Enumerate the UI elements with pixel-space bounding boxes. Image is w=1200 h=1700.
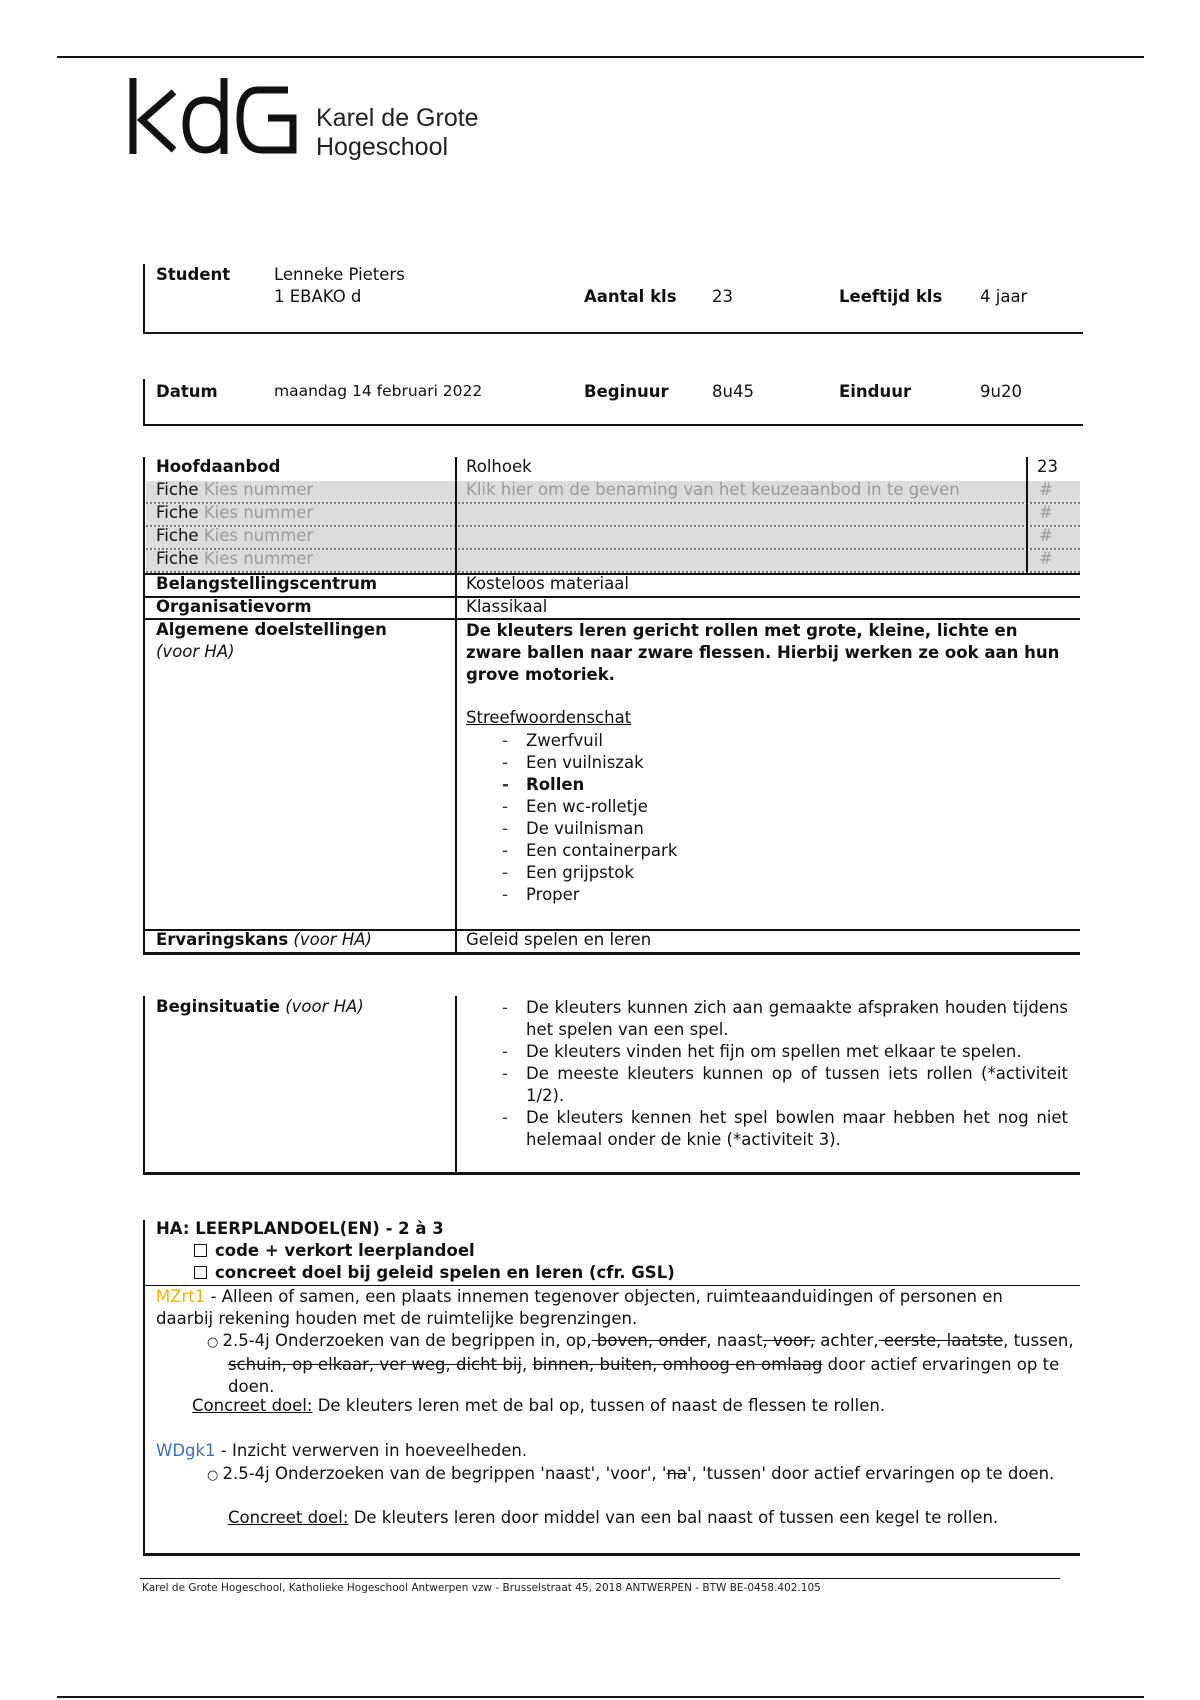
org-value: Klassikaal <box>466 597 548 616</box>
ha-check-1-row <box>194 1241 475 1260</box>
goal-1-sub-part: , <box>521 1355 533 1374</box>
goal-1-sub-prefix: 2.5-4j Onderzoeken van de begrippen in, op, <box>222 1331 592 1350</box>
goal-2-code: WDgk1 <box>156 1441 216 1460</box>
checkbox[interactable] <box>194 1266 207 1279</box>
bottom-rule <box>57 1696 1144 1698</box>
goal-1-sub-part: achter, <box>815 1331 879 1350</box>
goal-2-sub-a: 2.5-4j Onderzoeken van de begrippen 'naast', 'voor', ' <box>222 1464 667 1483</box>
fiche-select[interactable]: Kies nummer <box>203 480 314 499</box>
ha-check-2: concreet doel bij geleid spelen en leren (cfr. GSL) <box>215 1263 675 1282</box>
logo-line-1: Karel de Grote <box>316 104 479 132</box>
ervaring-row <box>156 930 372 949</box>
goal-1 <box>156 1286 1064 1330</box>
fiche-count[interactable]: # <box>1039 526 1053 545</box>
goal-2-sub-b: ', 'tussen' door actief ervaringen op te doen. <box>687 1464 1055 1483</box>
goal-1-sub-part: schuin, op elkaar, ver weg, dicht bij <box>228 1355 522 1374</box>
ha-title: HA: LEERPLANDOEL(EN) - 2 à 3 <box>156 1219 444 1238</box>
aantal-label: Aantal kls <box>584 287 677 306</box>
fiche-select[interactable]: Kies nummer <box>203 549 314 568</box>
kdg-logo <box>128 74 300 160</box>
list-item: - De kleuters vinden het fijn om spellen met elkaar te spelen. <box>502 1041 1068 1063</box>
goal-1-sub: ○ 2.5-4j Onderzoeken van de begrippen in, op, boven, onder, naast, voor, achter, eerste, laatste, tussen, schuin, op elkaar, ver weg, dicht bij, binnen, buiten, omhoog en omlaag door actief ervaringen op te doen. <box>207 1331 1074 1396</box>
goal-2-concreet-text: De kleuters leren door middel van een bal naast of tussen een kegel te rollen. <box>348 1508 999 1527</box>
hoofdaanbod-count: 23 <box>1037 457 1058 476</box>
list-item: - Een vuilniszak <box>502 752 677 774</box>
fiche-select[interactable]: Kies nummer <box>203 503 314 522</box>
aantal-value: 23 <box>712 287 733 306</box>
goal-2-concreet-label: Concreet doel: <box>228 1508 349 1527</box>
fiche-desc-input[interactable]: Klik hier om de benaming van het keuzeaanbod in te geven <box>466 480 960 499</box>
fiche-row <box>156 549 313 568</box>
list-item: - Zwerfvuil <box>502 730 677 752</box>
ervaring-label: Ervaringskans <box>156 930 289 949</box>
goal-1-sub-part: boven, onder <box>591 1331 707 1350</box>
goal-2-sub: ○ 2.5-4j Onderzoeken van de begrippen 'naast', 'voor', 'na', 'tussen' door actief ervaringen op te doen. <box>207 1464 1055 1483</box>
ervaring-value: Geleid spelen en leren <box>466 930 652 949</box>
goal-2 <box>156 1441 527 1460</box>
doel-text: De kleuters leren gericht rollen met grote, kleine, lichte en zware ballen naar zware flessen. Hierbij werken ze ook aan hun grove motoriek. <box>466 621 1060 684</box>
hoofdaanbod-label: Hoofdaanbod <box>156 457 281 476</box>
footer-text: Karel de Grote Hogeschool, Katholieke Hogeschool Antwerpen vzw - Brusselstraat 45, 2018 ANTWERPEN - BTW BE-0458.402.105 <box>142 1582 821 1594</box>
fiche-label: Fiche <box>156 526 199 545</box>
doel-sub: (voor HA) <box>156 642 235 661</box>
begin-label-row <box>156 997 364 1016</box>
beginuur-label: Beginuur <box>584 382 669 401</box>
goal-2-sub-strike: na <box>666 1464 688 1483</box>
list-item: - Een containerpark <box>502 840 677 862</box>
fiche-count[interactable]: # <box>1039 480 1053 499</box>
goal-1-concreet-label: Concreet doel: <box>192 1396 313 1415</box>
datum-label: Datum <box>156 382 218 401</box>
kdg-logo-mark <box>128 74 300 156</box>
goal-1-text: - Alleen of samen, een plaats innemen tegenover objecten, ruimteaanduidingen of personen en daarbij rekening houden met de ruimtelijke begrenzingen. <box>156 1287 1003 1328</box>
begin-label: Beginsituatie <box>156 997 280 1016</box>
ervaring-sub: (voor HA) <box>293 930 372 949</box>
fiche-label: Fiche <box>156 480 199 499</box>
ha-check-1: code + verkort leerplandoel <box>215 1241 475 1260</box>
fiche-select[interactable]: Kies nummer <box>203 526 314 545</box>
student-label: Student <box>156 265 231 284</box>
goal-1-sub-part: door actief ervaringen op te doen. <box>228 1355 1060 1396</box>
woordenschat-title: Streefwoordenschat <box>466 708 632 727</box>
org-label: Organisatievorm <box>156 597 312 616</box>
goal-2-text: - Inzicht verwerven in hoeveelheden. <box>215 1441 528 1460</box>
fiche-count[interactable]: # <box>1039 503 1053 522</box>
list-item: - De meeste kleuters kunnen op of tussen iets rollen (*activiteit 1/2). <box>502 1063 1068 1107</box>
fiche-count[interactable]: # <box>1039 549 1053 568</box>
datum-value: maandag 14 februari 2022 <box>274 382 483 400</box>
goal-1-code: MZrt1 <box>156 1287 206 1306</box>
list-item: - Proper <box>502 884 677 906</box>
logo-text <box>316 104 479 162</box>
list-item: - Een wc-rolletje <box>502 796 677 818</box>
goal-1-concreet-text: De kleuters leren met de bal op, tussen of naast de flessen te rollen. <box>312 1396 886 1415</box>
belang-value: Kosteloos materiaal <box>466 574 629 593</box>
goal-2-concreet <box>228 1507 1064 1529</box>
student-class: 1 EBAKO d <box>274 287 362 306</box>
belang-label: Belangstellingscentrum <box>156 574 378 593</box>
woordenschat-list <box>502 730 677 906</box>
list-item: - Een grijpstok <box>502 862 677 884</box>
beginuur-value: 8u45 <box>712 382 754 401</box>
list-item: - Rollen <box>502 774 677 796</box>
footer-rule <box>140 1578 1060 1579</box>
fiche-label: Fiche <box>156 503 199 522</box>
logo-line-2: Hogeschool <box>316 133 449 161</box>
einduur-label: Einduur <box>839 382 912 401</box>
einduur-value: 9u20 <box>980 382 1022 401</box>
goal-1-sub-part: , tussen, <box>1003 1331 1074 1350</box>
list-item: - De vuilnisman <box>502 818 677 840</box>
goal-1-sub-part: , voor, <box>762 1331 816 1350</box>
doel-label: Algemene doelstellingen <box>156 620 387 639</box>
goal-1-concreet <box>192 1396 885 1415</box>
hoofdaanbod-value: Rolhoek <box>466 457 532 476</box>
top-rule <box>57 56 1144 58</box>
list-item: - De kleuters kunnen zich aan gemaakte afspraken houden tijdens het spelen van een spel. <box>502 997 1068 1041</box>
leeftijd-label: Leeftijd kls <box>839 287 943 306</box>
student-name: Lenneke Pieters <box>274 265 405 284</box>
begin-sub: (voor HA) <box>285 997 364 1016</box>
fiche-row <box>156 526 313 545</box>
goal-1-sub-part: eerste, laatste <box>878 1331 1004 1350</box>
leeftijd-value: 4 jaar <box>980 287 1028 306</box>
goal-1-sub-part: binnen, buiten, omhoog en omlaag <box>532 1355 823 1374</box>
list-item: - De kleuters kennen het spel bowlen maar hebben het nog niet helemaal onder de knie (*activiteit 3). <box>502 1107 1068 1151</box>
fiche-label: Fiche <box>156 549 199 568</box>
fiche-row <box>156 503 313 522</box>
begin-list <box>502 997 1068 1151</box>
fiche-row <box>156 480 313 499</box>
checkbox[interactable] <box>194 1244 207 1257</box>
ha-check-2-row <box>194 1263 675 1282</box>
goal-1-sub-part: , naast <box>706 1331 763 1350</box>
